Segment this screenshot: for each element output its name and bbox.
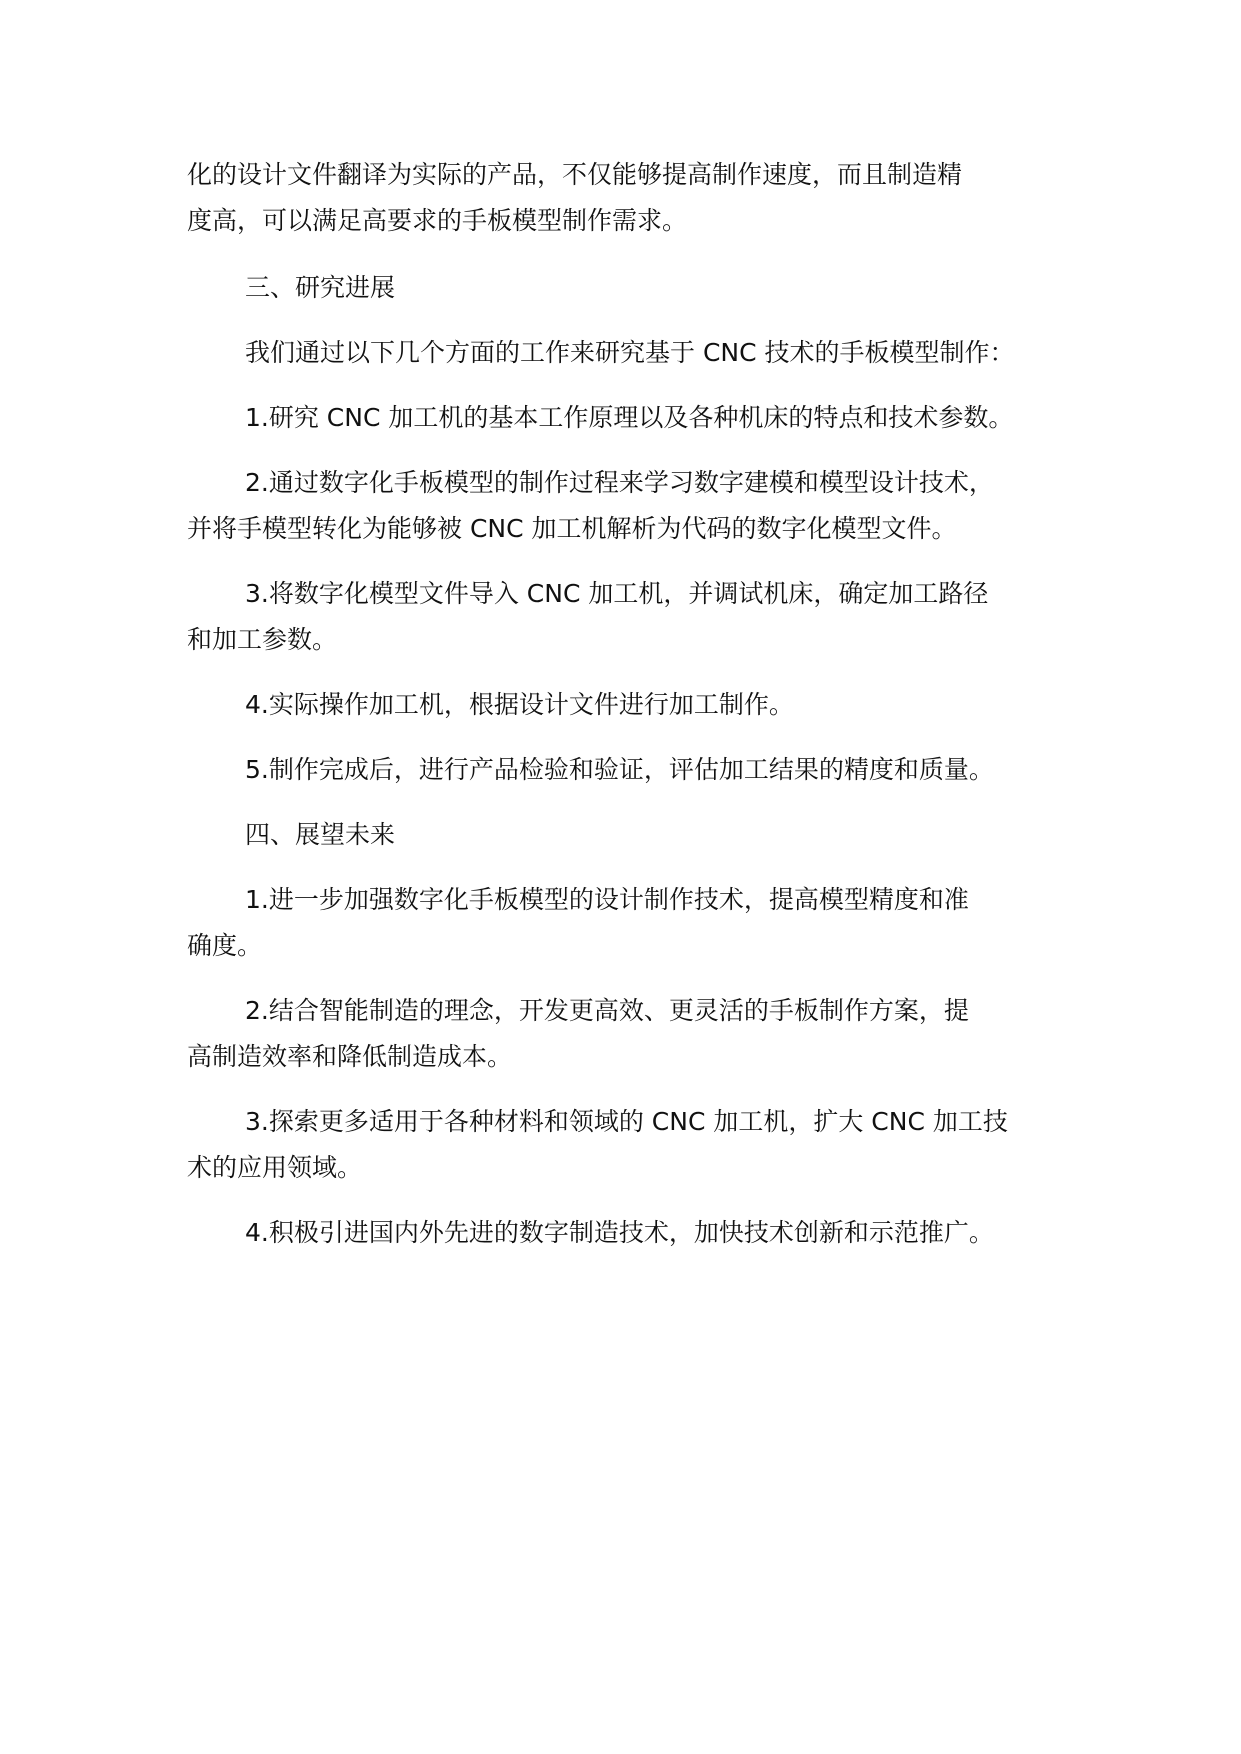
list-item: 3.探索更多适用于各种材料和领域的 CNC 加工机，扩大 CNC 加工技 [245,1107,1008,1136]
list-item: 1.研究 CNC 加工机的基本工作原理以及各种机床的特点和技术参数。 [245,403,1014,432]
section-intro: 我们通过以下几个方面的工作来研究基于 CNC 技术的手板模型制作： [245,338,1015,367]
list-item: 3.将数字化模型文件导入 CNC 加工机，并调试机床，确定加工路径 [245,579,989,608]
list-item-continuation: 高制造效率和降低制造成本。 [187,1042,513,1071]
list-item: 5.制作完成后，进行产品检验和验证，评估加工结果的精度和质量。 [245,755,994,784]
list-item: 2.通过数字化手板模型的制作过程来学习数字建模和模型设计技术， [245,468,994,497]
list-item-continuation: 术的应用领域。 [187,1153,363,1182]
paragraph-line: 化的设计文件翻译为实际的产品，不仅能够提高制作速度，而且制造精 [187,160,963,189]
list-item: 4.积极引进国内外先进的数字制造技术，加快技术创新和示范推广。 [245,1218,994,1247]
section-heading: 三、研究进展 [245,273,396,302]
list-item: 4.实际操作加工机，根据设计文件进行加工制作。 [245,690,794,719]
section-heading: 四、展望未来 [245,820,396,849]
list-item-continuation: 和加工参数。 [187,625,338,654]
list-item-continuation: 并将手模型转化为能够被 CNC 加工机解析为代码的数字化模型文件。 [187,514,957,543]
paragraph-line: 度高，可以满足高要求的手板模型制作需求。 [187,206,688,235]
list-item: 1.进一步加强数字化手板模型的设计制作技术，提高模型精度和准 [245,885,969,914]
list-item: 2.结合智能制造的理念，开发更高效、更灵活的手板制作方案，提 [245,996,969,1025]
list-item-continuation: 确度。 [187,931,263,960]
